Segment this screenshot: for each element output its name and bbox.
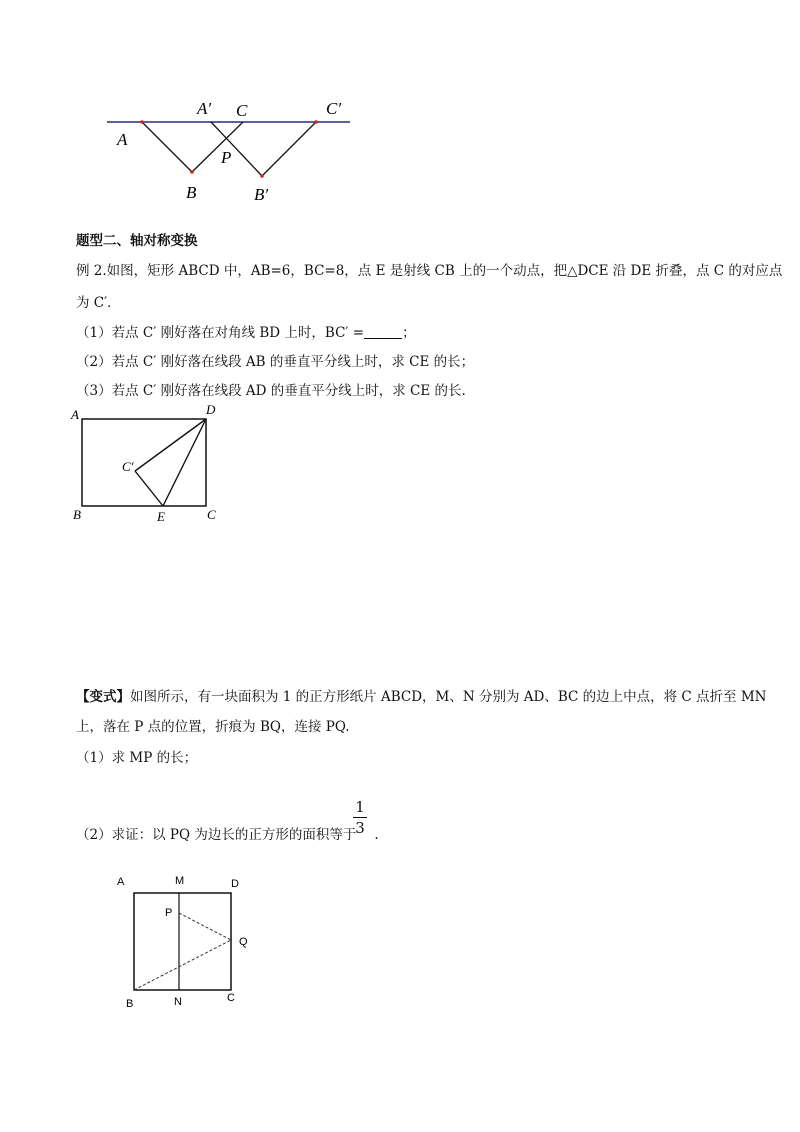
point-B bbox=[190, 170, 194, 174]
fraction-denominator: 3 bbox=[355, 819, 365, 837]
section-heading: 题型二、轴对称变换 bbox=[76, 233, 198, 249]
variant-question-2 bbox=[76, 826, 379, 844]
question-1-suffix: ； bbox=[402, 325, 416, 341]
label-B: B bbox=[126, 998, 134, 1010]
label-B: B bbox=[73, 507, 81, 522]
segment-C-prime-E bbox=[135, 471, 163, 506]
point-C-prime bbox=[314, 120, 318, 124]
variant-line-2: 上，落在 P 点的位置，折痕为 BQ，连接 PQ. bbox=[76, 719, 350, 735]
label-E: E bbox=[157, 509, 165, 524]
label-A-prime: A′ bbox=[197, 99, 212, 118]
label-Q: Q bbox=[239, 936, 248, 948]
example-2-line-2: 为 C′． bbox=[76, 295, 121, 311]
question-2: （2）若点 C′ 刚好落在线段 AB 的垂直平分线上时，求 CE 的长； bbox=[76, 354, 475, 370]
figure-3-square-fold bbox=[110, 870, 260, 1015]
question-1 bbox=[76, 324, 416, 342]
answer-blank bbox=[364, 325, 402, 339]
figure-1-translation bbox=[100, 90, 370, 210]
segment-B-prime-C-prime bbox=[262, 122, 316, 176]
label-D: D bbox=[231, 878, 239, 890]
variant-line-1 bbox=[76, 688, 766, 706]
figure-2-rectangle-fold bbox=[66, 400, 236, 530]
segment-PQ bbox=[179, 913, 231, 940]
variant-question-2-text: （2）求证：以 PQ 为边长的正方形的面积等于 bbox=[76, 827, 357, 843]
label-C: C bbox=[236, 101, 248, 120]
fraction-one-third bbox=[352, 798, 368, 837]
label-C-prime: C′ bbox=[326, 99, 342, 118]
label-C-prime: C′ bbox=[122, 459, 134, 474]
question-1-text: （1）若点 C′ 刚好落在对角线 BD 上时，BC′ = bbox=[76, 325, 365, 341]
variant-question-1: （1）求 MP 的长； bbox=[76, 750, 198, 766]
label-P: P bbox=[165, 907, 173, 919]
label-D: D bbox=[206, 402, 216, 417]
label-B: B bbox=[186, 183, 197, 202]
label-A: A bbox=[117, 130, 128, 149]
point-A bbox=[140, 120, 144, 124]
label-N: N bbox=[174, 996, 182, 1008]
segment-AB bbox=[142, 122, 192, 172]
variant-tag: 【变式】 bbox=[76, 689, 130, 705]
fraction-numerator: 1 bbox=[355, 798, 365, 816]
segment-D-C-prime bbox=[135, 419, 206, 471]
label-B-prime: B′ bbox=[254, 185, 269, 204]
fold-line-BQ bbox=[134, 940, 231, 990]
variant-text: 如图所示，有一块面积为 1 的正方形纸片 ABCD，M、N 分别为 AD、BC 的边上中点，将 C 点折至 MN bbox=[130, 689, 767, 705]
fraction-bar bbox=[353, 817, 367, 818]
question-3: （3）若点 C′ 刚好落在线段 AD 的垂直平分线上时，求 CE 的长. bbox=[76, 383, 466, 399]
square-ABCD bbox=[134, 893, 231, 990]
label-A: A bbox=[117, 876, 125, 888]
label-C: C bbox=[207, 507, 216, 522]
variant-question-2-suffix: . bbox=[374, 827, 379, 843]
example-2-line-1: 例 2.如图，矩形 ABCD 中，AB=6，BC=8，点 E 是射线 CB 上的一个动点，把△DCE 沿 DE 折叠，点 C 的对应点 bbox=[76, 263, 783, 279]
segment-A-prime-B-prime bbox=[211, 122, 262, 176]
label-P: P bbox=[221, 148, 232, 167]
label-A: A bbox=[71, 407, 79, 422]
segment-DE bbox=[163, 419, 206, 506]
point-B-prime bbox=[260, 174, 264, 178]
label-C: C bbox=[227, 992, 235, 1004]
label-M: M bbox=[175, 875, 185, 887]
